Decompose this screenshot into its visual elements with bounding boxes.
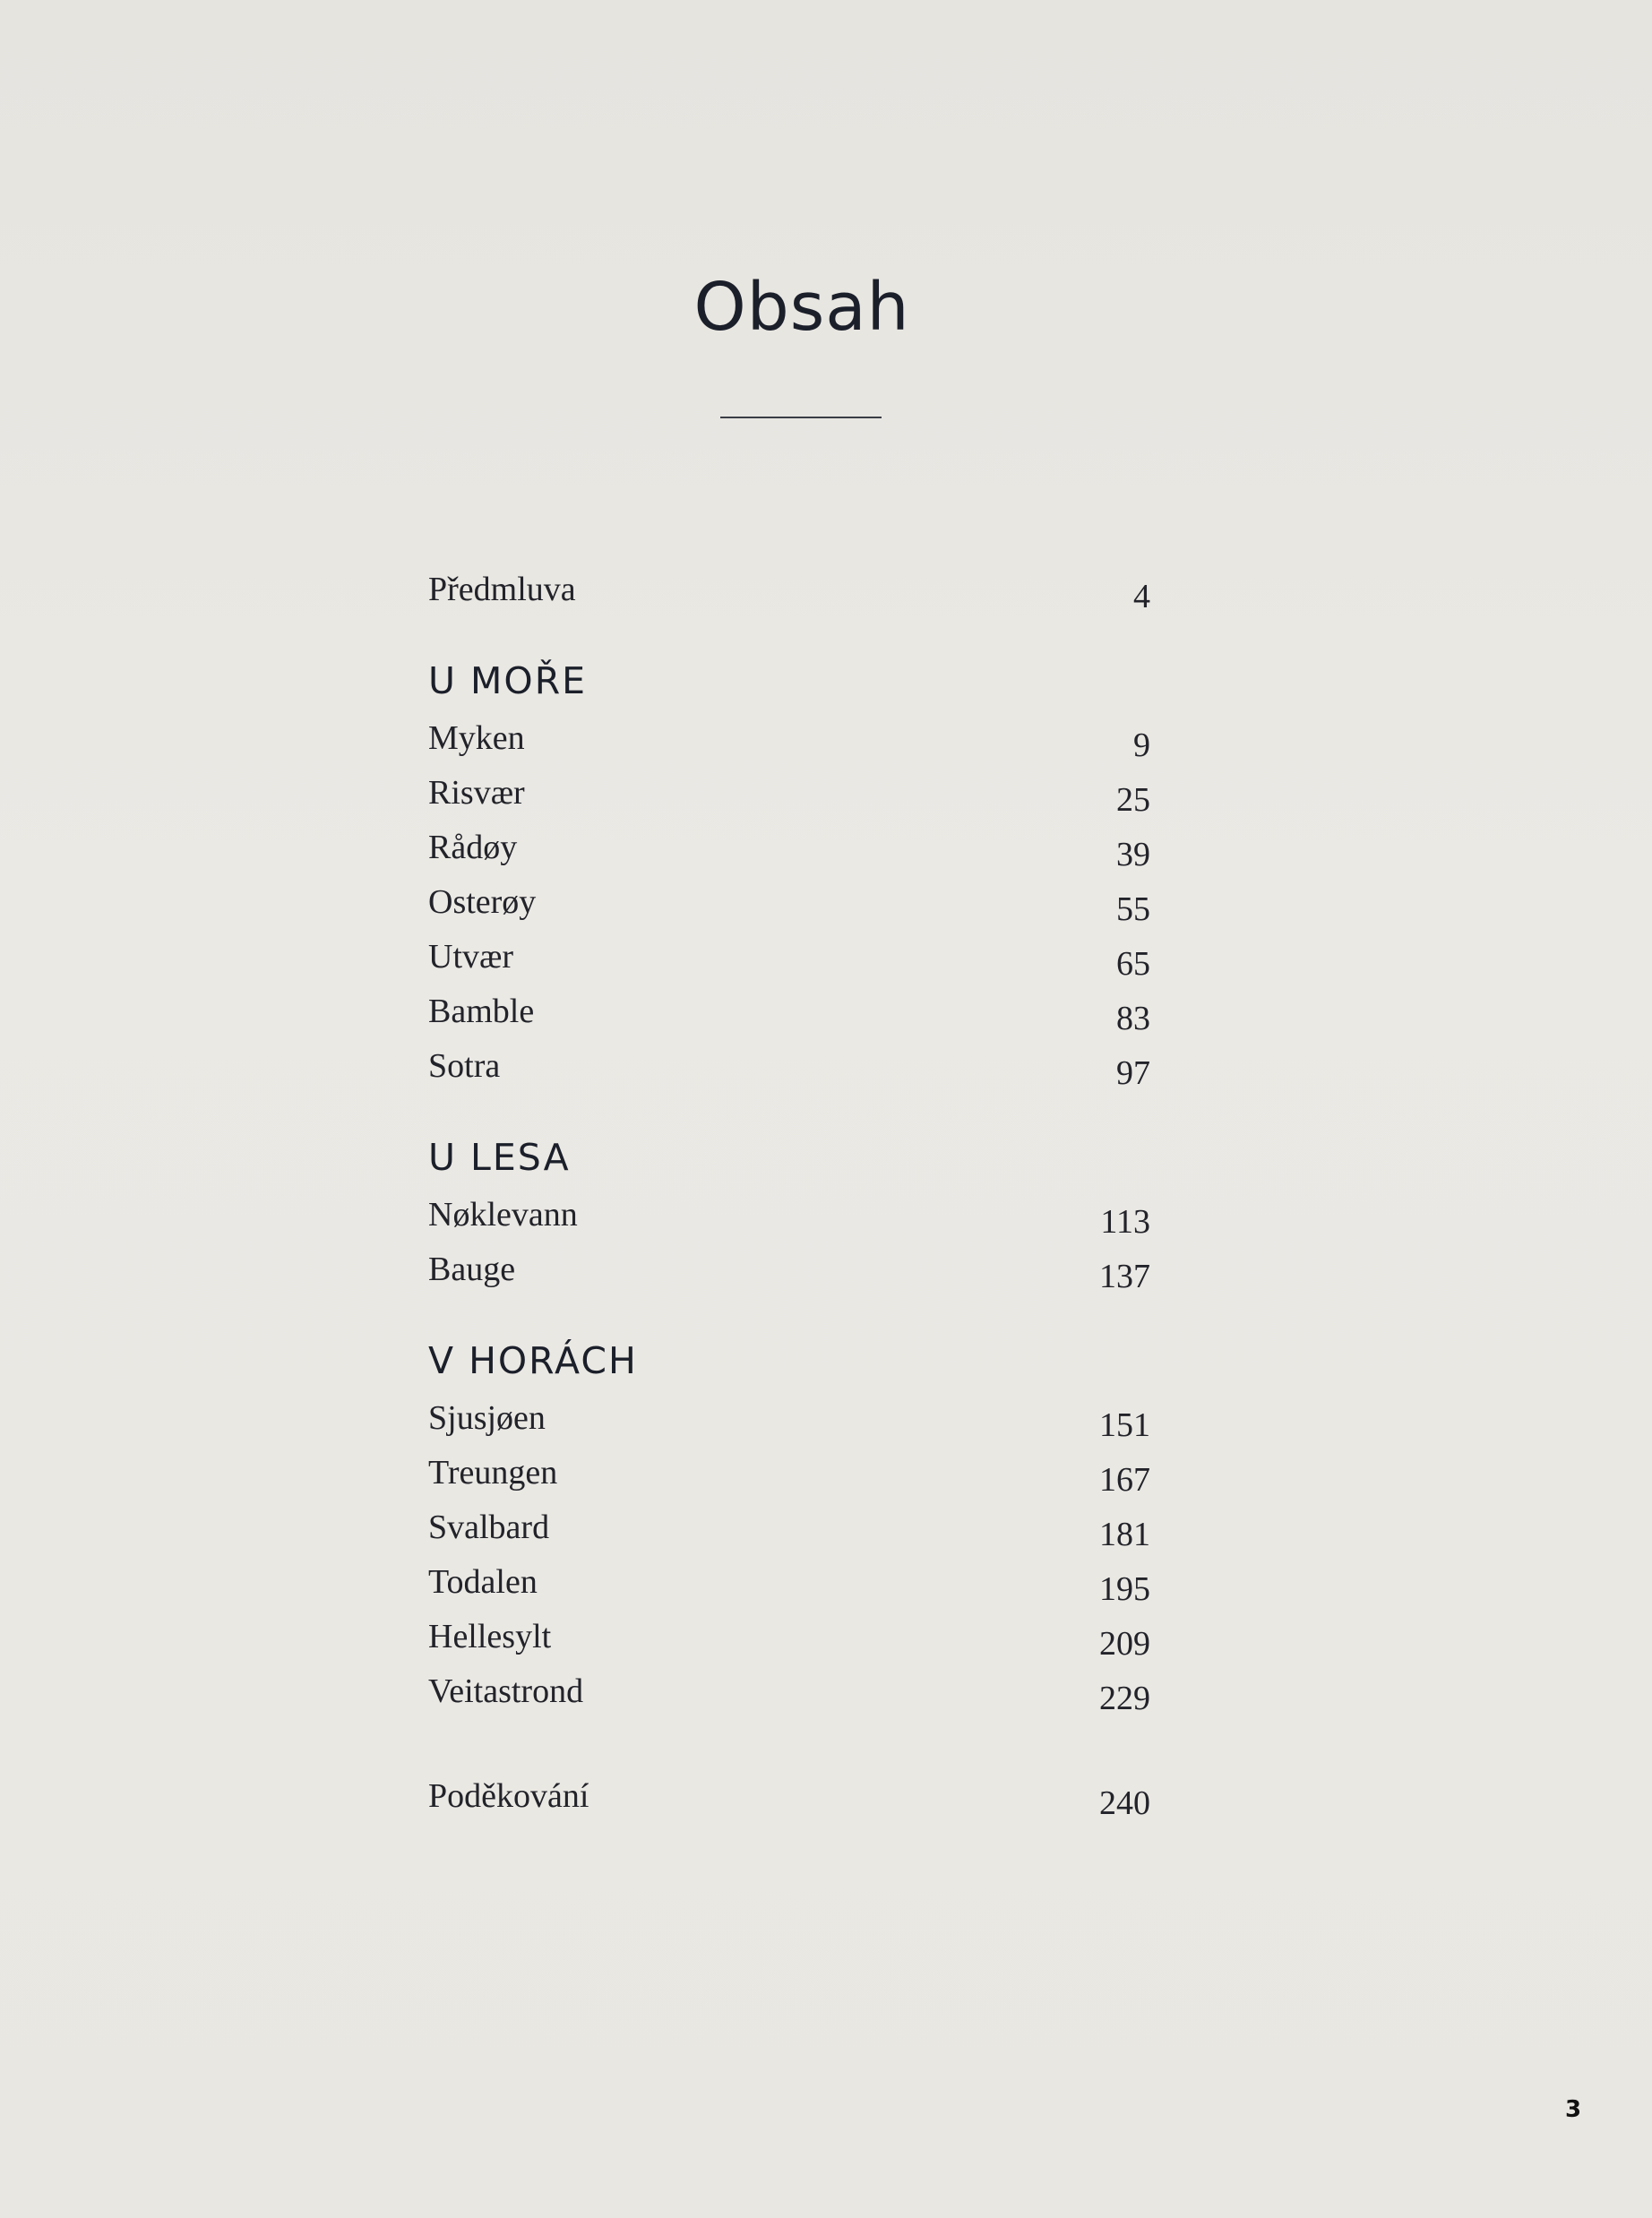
toc-entry-page: 113 <box>1100 1203 1150 1241</box>
toc-entry-label: Treungen <box>428 1454 558 1492</box>
toc-entry-label: Myken <box>428 719 525 757</box>
toc-entry-label: Předmluva <box>428 571 576 608</box>
toc-entry-label: Poděkování <box>428 1777 589 1815</box>
toc-entry[interactable] <box>428 937 1150 992</box>
toc-entry-page: 195 <box>1099 1570 1150 1608</box>
toc-entry-page: 151 <box>1099 1406 1150 1444</box>
toc-entry-label: Rådøy <box>428 829 518 866</box>
toc-entry-label: Risvær <box>428 774 525 812</box>
toc-entry-label: Bamble <box>428 993 535 1030</box>
toc-entry-page: 9 <box>1133 726 1150 764</box>
table-of-contents <box>428 570 1150 1831</box>
page-number: 3 <box>1565 2096 1582 2123</box>
toc-entry-page: 25 <box>1116 781 1150 819</box>
toc-entry-label: Sjusjøen <box>428 1399 546 1437</box>
toc-entry-label: Svalbard <box>428 1509 550 1546</box>
toc-entry-page: 240 <box>1099 1784 1150 1822</box>
section-heading-forest: U LESA <box>428 1136 571 1179</box>
toc-entry-page: 4 <box>1133 578 1150 615</box>
toc-entry-label: Osterøy <box>428 883 537 921</box>
toc-entry[interactable] <box>428 718 1150 773</box>
toc-entry[interactable] <box>428 1195 1150 1250</box>
toc-entry-page: 83 <box>1116 1000 1150 1037</box>
toc-entry-page: 65 <box>1116 945 1150 983</box>
toc-entry-outro[interactable] <box>428 1776 1150 1831</box>
toc-entry-label: Bauge <box>428 1251 516 1288</box>
toc-entry[interactable] <box>428 1453 1150 1508</box>
toc-entry[interactable] <box>428 1617 1150 1672</box>
toc-entry-page: 167 <box>1099 1461 1150 1499</box>
toc-entry[interactable] <box>428 1562 1150 1617</box>
toc-entry[interactable] <box>428 1398 1150 1453</box>
toc-entry[interactable] <box>428 1508 1150 1562</box>
toc-entry-page: 39 <box>1116 836 1150 873</box>
page-title: Obsah <box>693 269 910 346</box>
toc-entry-page: 137 <box>1099 1258 1150 1295</box>
toc-entry-page: 55 <box>1116 890 1150 928</box>
toc-entry[interactable] <box>428 1672 1150 1726</box>
toc-entry[interactable] <box>428 1046 1150 1101</box>
toc-entry[interactable] <box>428 992 1150 1046</box>
toc-entry[interactable] <box>428 773 1150 828</box>
toc-entry-page: 209 <box>1099 1625 1150 1663</box>
toc-entry-label: Nøklevann <box>428 1196 578 1234</box>
toc-entry-label: Todalen <box>428 1563 538 1601</box>
toc-entry-label: Hellesylt <box>428 1618 552 1655</box>
section-heading-mountains: V HORÁCH <box>428 1339 638 1382</box>
toc-entry[interactable] <box>428 1250 1150 1304</box>
toc-entry[interactable] <box>428 882 1150 937</box>
toc-entry-page: 181 <box>1099 1516 1150 1553</box>
toc-entry-page: 229 <box>1099 1680 1150 1717</box>
toc-entry[interactable] <box>428 828 1150 882</box>
toc-entry-page: 97 <box>1116 1054 1150 1092</box>
toc-entry-label: Utvær <box>428 938 513 976</box>
toc-entry-label: Veitastrond <box>428 1672 584 1710</box>
toc-entry-intro[interactable] <box>428 570 1150 624</box>
toc-entry-label: Sotra <box>428 1047 501 1085</box>
title-divider <box>720 417 882 418</box>
section-heading-sea: U MOŘE <box>428 659 588 702</box>
